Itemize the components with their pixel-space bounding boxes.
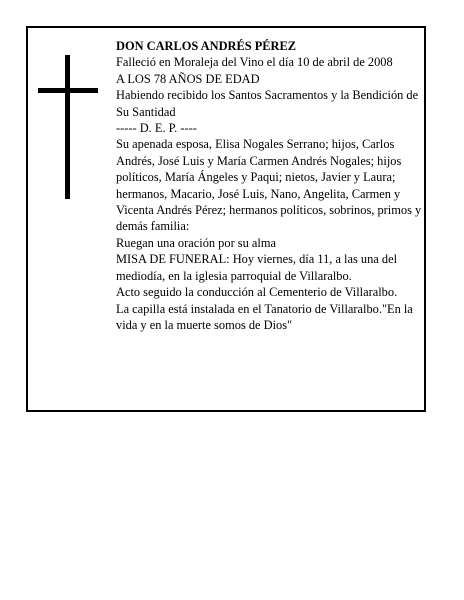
family-list: Su apenada esposa, Elisa Nogales Serrano; hijos, Carlos Andrés, José Luis y María Carmen Andrés Nogales; hijos políticos, María Ángeles y Paqui; nietos, Javier y Laura; hermanos, Macario, José Luis, Nano, Angelita, Carmen y Vicenta Andrés Pérez; hermanos políticos, sobrinos, primos y demás familia: (116, 137, 422, 234)
rip-line: ----- D. E. P. ---- (116, 121, 197, 136)
cross-horizontal-bar (38, 88, 98, 93)
cross-icon (38, 55, 98, 199)
funeral-mass-details: MISA DE FUNERAL: Hoy viernes, día 11, a las una del mediodía, en la iglesia parroquial de Villaralbo. (116, 252, 398, 283)
obituary-text (116, 38, 424, 333)
deceased-name: DON CARLOS ANDRÉS PÉREZ (116, 39, 297, 53)
cross-vertical-bar (65, 55, 70, 199)
death-details: Falleció en Moraleja del Vino el día 10 de abril de 2008 (116, 55, 393, 70)
chapel-location: La capilla está instalada en el Tanatorio de Villaralbo."En la vida y en la muerte somos de Dios" (116, 301, 413, 332)
sacraments-line: Habiendo recibido los Santos Sacramentos y la Bendición de Su Santidad (116, 88, 419, 119)
obituary-notice (26, 26, 426, 412)
cemetery-procession: Acto seguido la conducción al Cementerio de Villaralbo. (116, 285, 398, 300)
prayer-request: Ruegan una oración por su alma (116, 235, 276, 250)
age-line: A LOS 78 AÑOS DE EDAD (116, 71, 260, 86)
